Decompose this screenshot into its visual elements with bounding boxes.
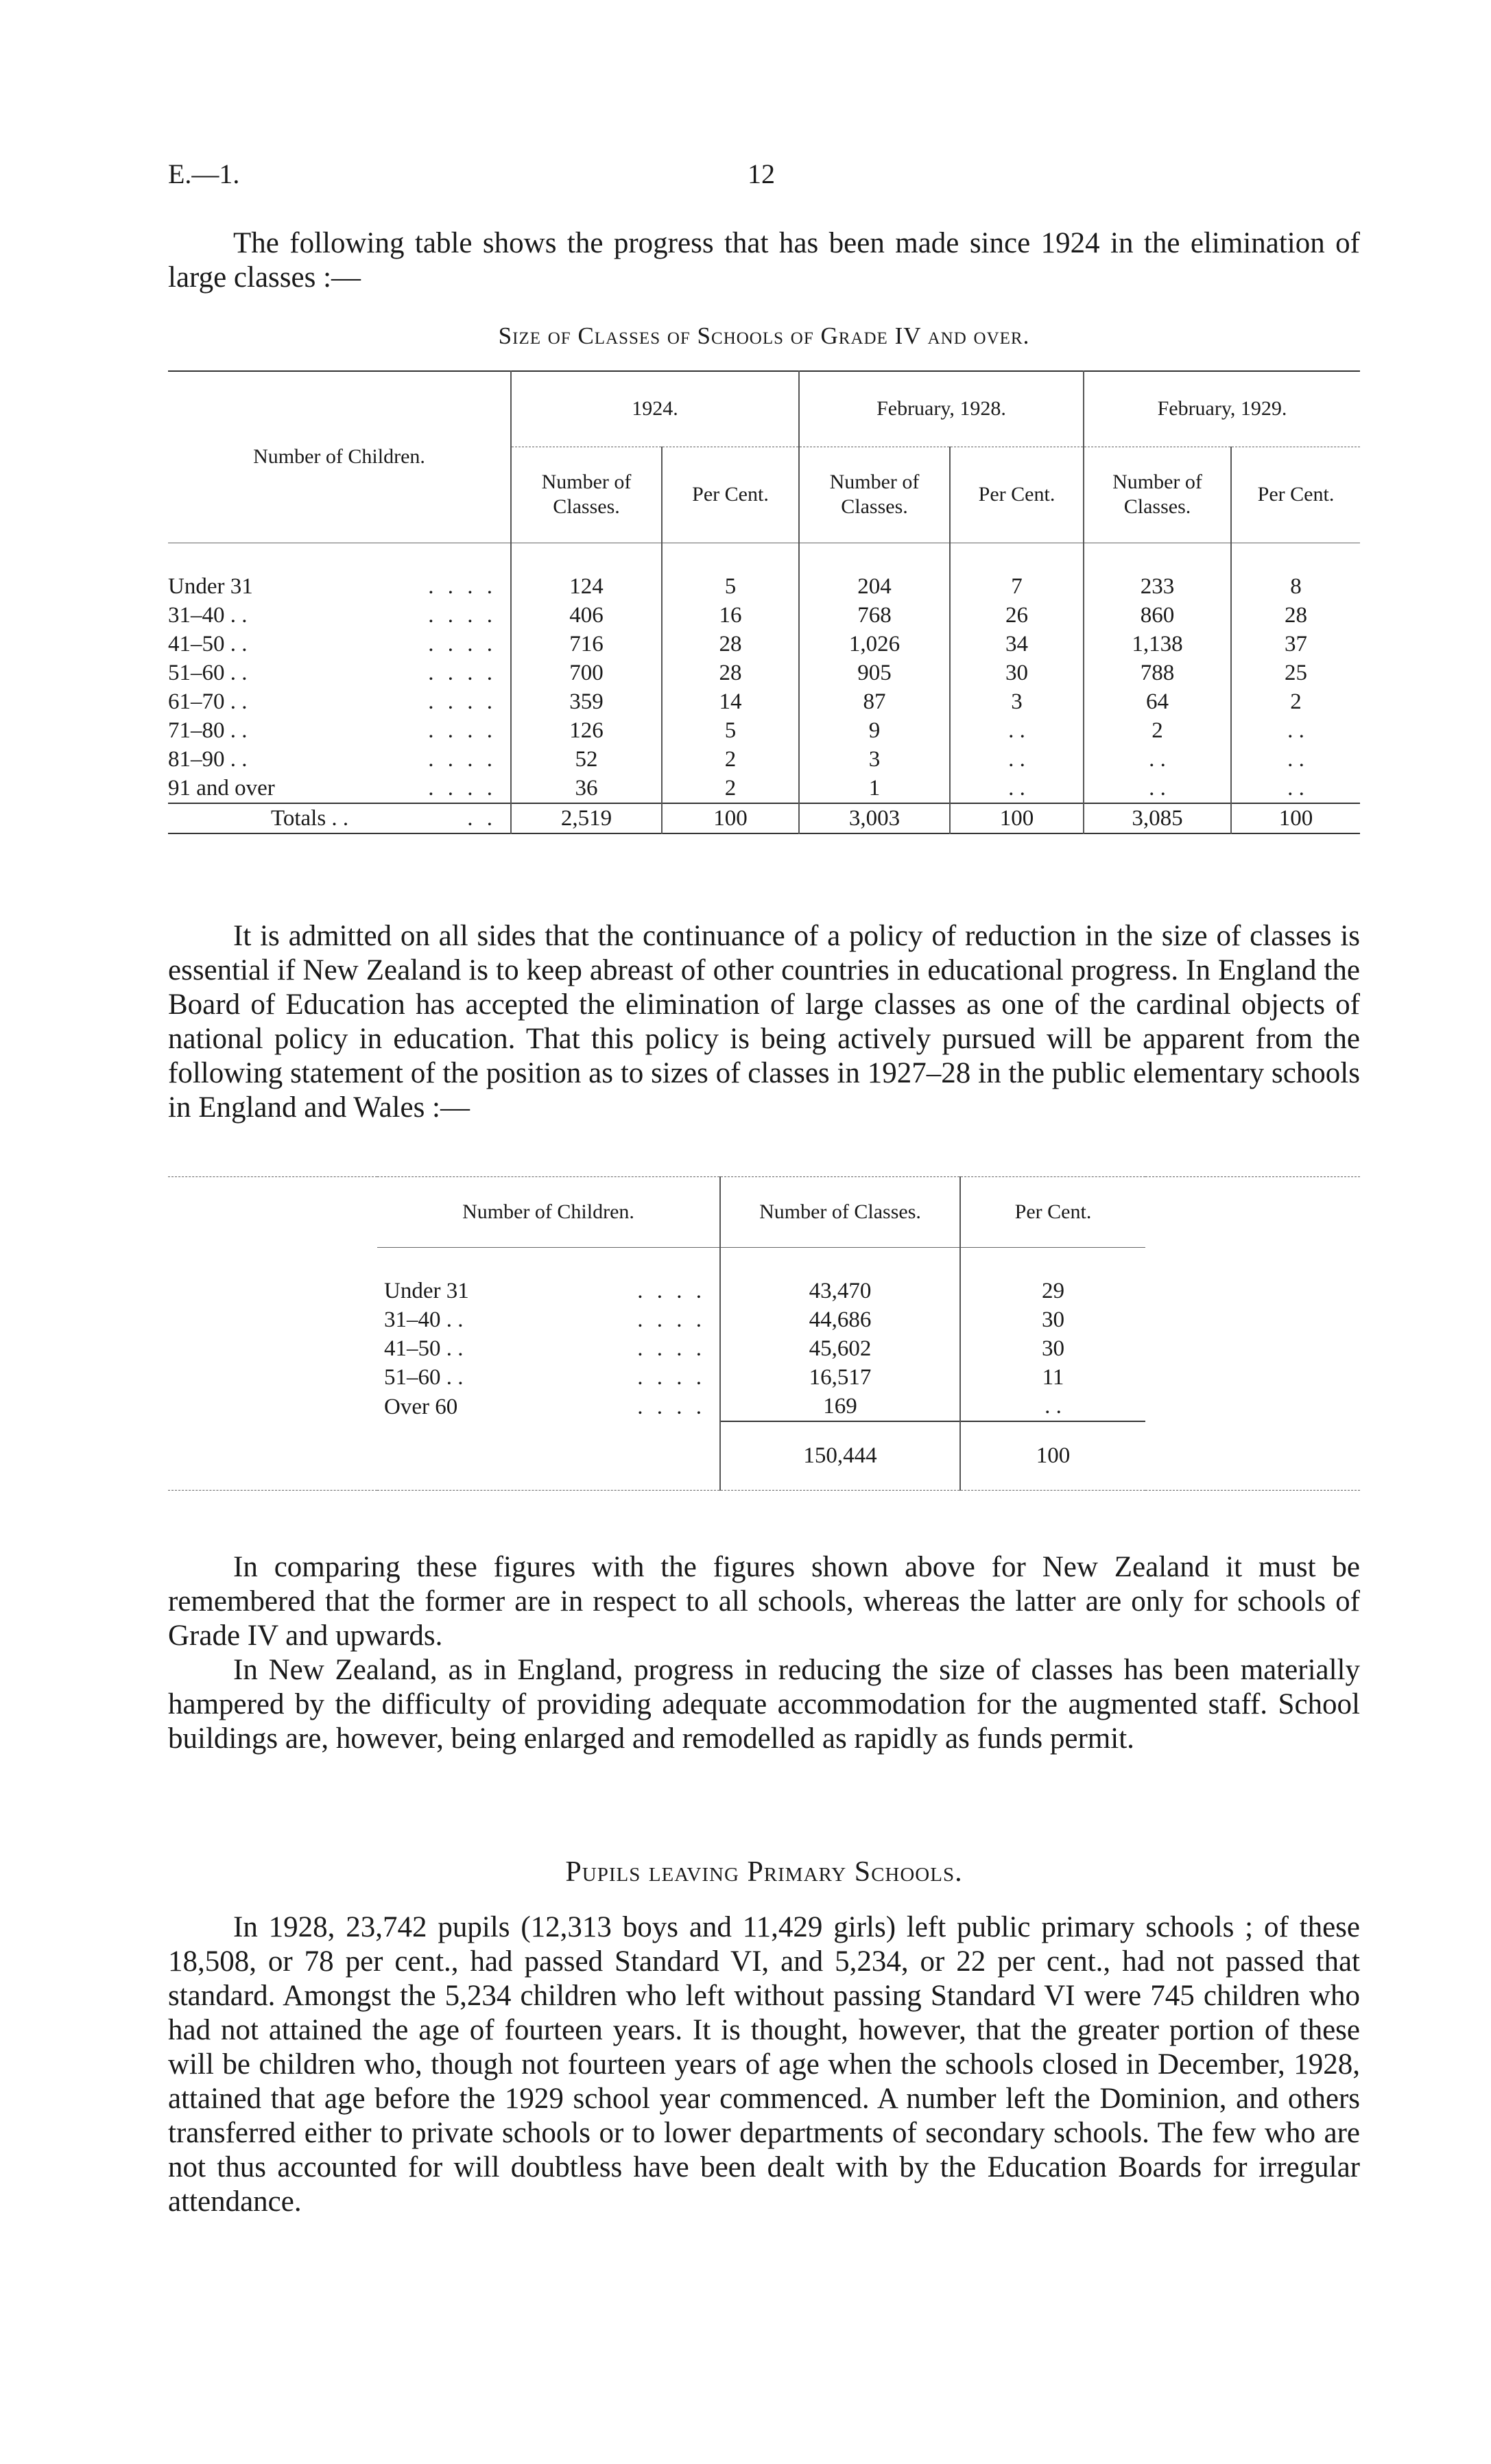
table-row: [168, 1392, 1360, 1421]
leader-dots: . . . .: [637, 1365, 706, 1390]
paragraph-england-policy: It is admitted on all sides that the continuance of a policy of reduction in the size of classes is essential if New Zealand is to keep abreast of other countries in educational progress. In England the Board of Education has accepted the elimination of large classes as one of the cardinal objects of national policy in education. That this policy is being actively pursued will be apparent from the following statement of the position as to sizes of classes in 1927–28 in the public elementary schools in England and Wales :—: [168, 920, 1360, 1124]
leader-dots: . . . .: [428, 775, 497, 801]
total-percent-1929: 100: [1231, 803, 1360, 833]
total-classes: 150,444: [720, 1421, 960, 1490]
cell-percent-1929: 8: [1231, 572, 1360, 601]
cell-percent-1928: 3: [950, 687, 1084, 716]
sub-header-classes: Number of Classes.: [511, 447, 662, 543]
leader-dots: . . . .: [428, 689, 497, 714]
cell-percent: 29: [960, 1277, 1145, 1305]
cell-classes-1929: 2: [1084, 716, 1231, 745]
year-header-1928: February, 1928.: [799, 371, 1084, 447]
cell-classes-1929: . .: [1084, 774, 1231, 803]
cell-classes-1924: 126: [511, 716, 662, 745]
leader-dots: . . . .: [428, 660, 497, 685]
col-header-children: Number of Children.: [377, 1177, 720, 1248]
leader-dots: . .: [467, 805, 497, 831]
table-row: [168, 1363, 1360, 1392]
cell-percent-1924: 5: [662, 716, 799, 745]
row-label: Under 31: [384, 1279, 469, 1303]
table-row: [168, 1277, 1360, 1305]
row-label: 71–80 . .: [168, 718, 248, 743]
cell-percent: 30: [960, 1334, 1145, 1363]
total-classes-1929: 3,085: [1084, 803, 1231, 833]
sub-header-percent: Per Cent.: [662, 447, 799, 543]
table-row: [168, 716, 1360, 745]
row-label: Under 31: [168, 573, 253, 599]
cell-classes-1924: 36: [511, 774, 662, 803]
total-classes-1924: 2,519: [511, 803, 662, 833]
cell-classes-1924: 124: [511, 572, 662, 601]
table-row: [168, 601, 1360, 630]
leader-dots: . . . .: [637, 1279, 706, 1303]
paragraph-comparison: In comparing these figures with the figures shown above for New Zealand it must be remembered that the former are in respect to all schools, whereas the latter are only for schools of Grade IV and upwards.: [168, 1551, 1360, 1652]
sub-header-percent: Per Cent.: [1231, 447, 1360, 543]
cell-classes-1928: 204: [799, 572, 950, 601]
cell-percent-1929: 37: [1231, 630, 1360, 659]
table-class-sizes-england: [168, 1176, 1360, 1491]
cell-percent-1924: 28: [662, 630, 799, 659]
row-label: Over 60: [384, 1394, 458, 1419]
cell-percent-1924: 14: [662, 687, 799, 716]
cell-classes-1929: 788: [1084, 659, 1231, 687]
total-percent-1928: 100: [950, 803, 1084, 833]
total-classes-1928: 3,003: [799, 803, 950, 833]
cell-percent: . .: [960, 1392, 1145, 1421]
row-label: 51–60 . .: [168, 660, 248, 685]
cell-classes-1929: 233: [1084, 572, 1231, 601]
cell-classes-1928: 9: [799, 716, 950, 745]
cell-classes-1924: 716: [511, 630, 662, 659]
page-number: 12: [748, 158, 775, 189]
col-header-children: Number of Children.: [168, 371, 511, 543]
sub-header-classes: Number of Classes.: [799, 447, 950, 543]
table-row: [168, 687, 1360, 716]
cell-classes-1929: 64: [1084, 687, 1231, 716]
paragraph-pupils-leaving: In 1928, 23,742 pupils (12,313 boys and 11,429 girls) left public primary schools ; of these 18,508, or 78 per cent., had passed Standard VI, and 5,234, or 22 per cent., had not passed that standard. Amongst the 5,234 children who left without passing Standard VI were 745 children who had not attained the age of fourteen years. It is thought, however, that the greater portion of these will be children who, though not fourteen years of age when the schools closed in December, 1928, attained that age before the 1929 school year commenced. A number left the Dominion, and others transferred either to private schools or to lower departments of secondary schools. The few who are not thus accounted for will doubtless have been dealt with by the Education Boards for irregular attendance.: [168, 1911, 1360, 2218]
leader-dots: . . . .: [428, 631, 497, 656]
cell-percent-1928: 26: [950, 601, 1084, 630]
paragraph-new-zealand: In New Zealand, as in England, progress in reducing the size of classes has been materially hampered by the difficulty of providing adequate accommodation for the augmented staff. School buildings are, however, being enlarged and remodelled as rapidly as funds permit.: [168, 1654, 1360, 1755]
cell-percent-1928: 30: [950, 659, 1084, 687]
totals-label: Totals . .: [271, 805, 349, 831]
cell-classes-1928: 905: [799, 659, 950, 687]
table-class-sizes-nz: [168, 370, 1360, 834]
year-header-1924: 1924.: [511, 371, 799, 447]
table-row: [168, 1305, 1360, 1334]
cell-percent-1929: . .: [1231, 745, 1360, 774]
table-row: [168, 659, 1360, 687]
cell-classes-1929: 1,138: [1084, 630, 1231, 659]
cell-classes-1924: 700: [511, 659, 662, 687]
cell-classes-1928: 1,026: [799, 630, 950, 659]
section-heading: Pupils leaving Primary Schools.: [565, 1856, 963, 1888]
cell-percent-1924: 2: [662, 774, 799, 803]
leader-dots: . . . .: [428, 573, 497, 599]
table-row: [168, 572, 1360, 601]
cell-percent-1929: 25: [1231, 659, 1360, 687]
row-label: 31–40 . .: [168, 602, 248, 628]
cell-percent-1928: 7: [950, 572, 1084, 601]
cell-percent-1929: 28: [1231, 601, 1360, 630]
cell-percent-1928: . .: [950, 745, 1084, 774]
cell-percent-1928: . .: [950, 774, 1084, 803]
row-label: 41–50 . .: [384, 1336, 464, 1361]
totals-row: [168, 803, 1360, 833]
cell-percent-1924: 28: [662, 659, 799, 687]
sub-header-percent: Per Cent.: [950, 447, 1084, 543]
cell-percent-1929: . .: [1231, 716, 1360, 745]
cell-percent-1924: 2: [662, 745, 799, 774]
leader-dots: . . . .: [428, 602, 497, 628]
year-header-1929: February, 1929.: [1084, 371, 1360, 447]
page-header: [168, 158, 1354, 199]
report-reference: E.—1.: [168, 158, 240, 189]
row-label: 51–60 . .: [384, 1365, 464, 1390]
row-label: 91 and over: [168, 775, 275, 801]
table-row: [168, 774, 1360, 803]
col-header-percent: Per Cent.: [960, 1177, 1145, 1248]
cell-classes: 45,602: [720, 1334, 960, 1363]
cell-classes: 16,517: [720, 1363, 960, 1392]
cell-classes-1929: . .: [1084, 745, 1231, 774]
cell-percent: 11: [960, 1363, 1145, 1392]
totals-row: [168, 1421, 1360, 1490]
cell-classes-1928: 1: [799, 774, 950, 803]
intro-paragraph: The following table shows the progress that has been made since 1924 in the elimination of large classes :—: [168, 227, 1360, 294]
total-percent-1924: 100: [662, 803, 799, 833]
leader-dots: . . . .: [637, 1394, 706, 1419]
cell-percent-1929: 2: [1231, 687, 1360, 716]
cell-percent-1928: 34: [950, 630, 1084, 659]
cell-percent-1929: . .: [1231, 774, 1360, 803]
cell-classes-1924: 52: [511, 745, 662, 774]
cell-classes-1929: 860: [1084, 601, 1231, 630]
leader-dots: . . . .: [428, 718, 497, 743]
table-row: [168, 630, 1360, 659]
table-row: [168, 745, 1360, 774]
cell-classes: 44,686: [720, 1305, 960, 1334]
cell-classes: 43,470: [720, 1277, 960, 1305]
cell-percent: 30: [960, 1305, 1145, 1334]
total-percent: 100: [960, 1421, 1145, 1490]
cell-classes: 169: [720, 1392, 960, 1421]
sub-header-classes: Number of Classes.: [1084, 447, 1231, 543]
leader-dots: . . . .: [637, 1307, 706, 1332]
cell-classes-1928: 87: [799, 687, 950, 716]
cell-classes-1928: 768: [799, 601, 950, 630]
leader-dots: . . . .: [428, 746, 497, 772]
table1-title: Size of Classes of Schools of Grade IV and over.: [498, 322, 1030, 349]
table-row: [168, 1334, 1360, 1363]
cell-percent-1928: . .: [950, 716, 1084, 745]
cell-classes-1924: 359: [511, 687, 662, 716]
cell-classes-1924: 406: [511, 601, 662, 630]
cell-percent-1924: 5: [662, 572, 799, 601]
row-label: 31–40 . .: [384, 1307, 464, 1332]
cell-percent-1924: 16: [662, 601, 799, 630]
row-label: 61–70 . .: [168, 689, 248, 714]
row-label: 81–90 . .: [168, 746, 248, 772]
leader-dots: . . . .: [637, 1336, 706, 1361]
col-header-classes: Number of Classes.: [720, 1177, 960, 1248]
cell-classes-1928: 3: [799, 745, 950, 774]
row-label: 41–50 . .: [168, 631, 248, 656]
